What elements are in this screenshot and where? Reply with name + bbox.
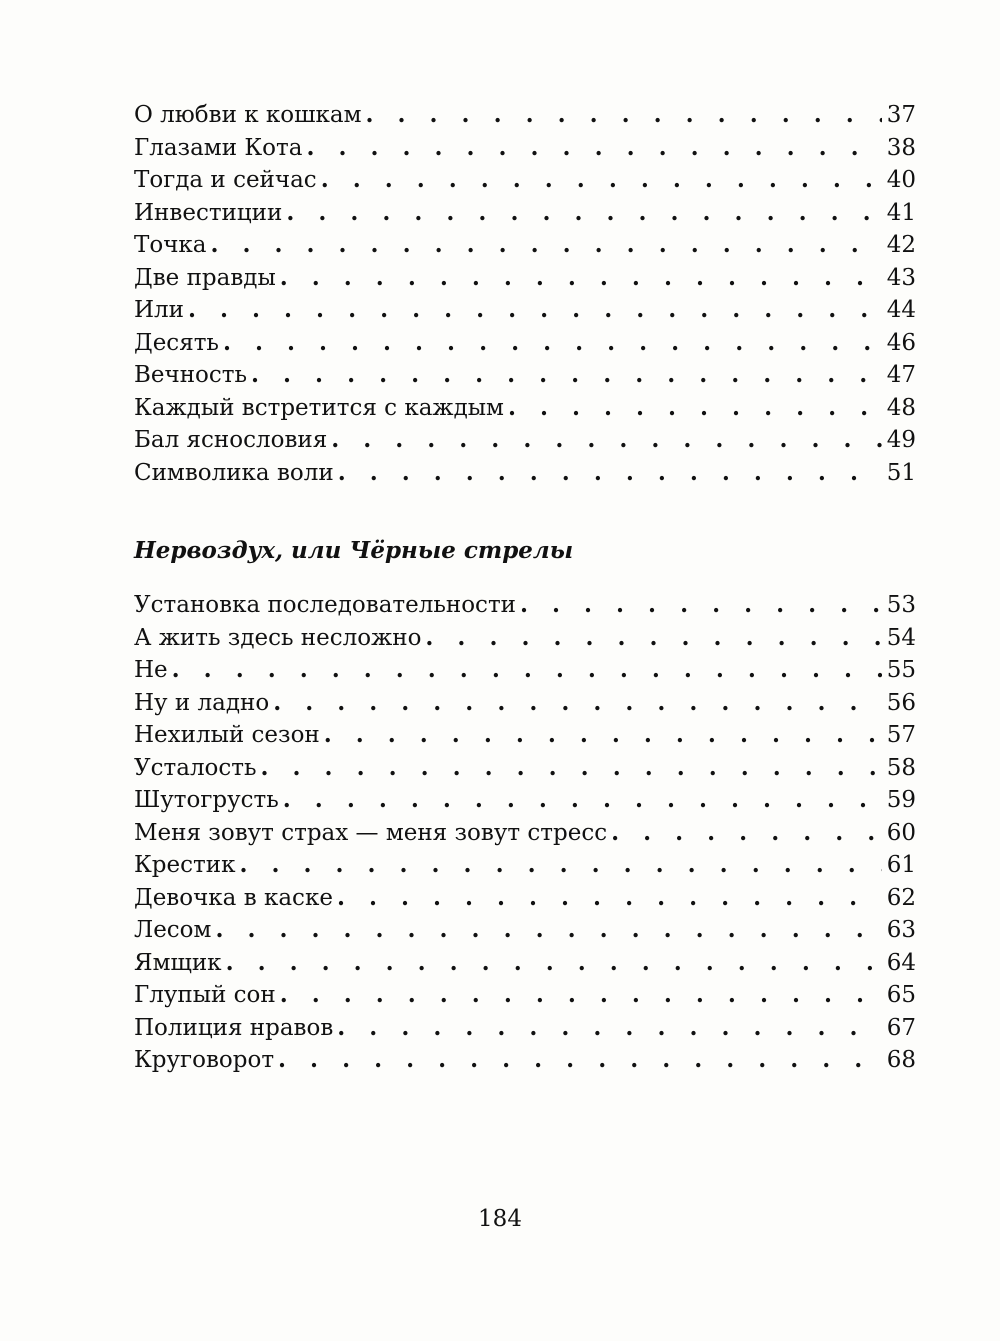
dot-leader [172, 654, 882, 687]
toc-entry-title: О любви к кошкам [134, 102, 362, 128]
dot-leader [210, 229, 882, 262]
toc-entry-title: Две правды [134, 264, 276, 291]
dot-leader [188, 294, 882, 327]
toc-entry-page-number: 40 [886, 167, 916, 193]
toc-entry-title: Символика воли [134, 459, 334, 486]
dot-leader [223, 327, 882, 360]
toc-entry-title: Нехилый сезон [134, 722, 320, 748]
dot-leader [251, 359, 882, 392]
toc-entry-page-number: 38 [886, 134, 916, 161]
toc-entry-title: А жить здесь несложно [134, 624, 422, 651]
dot-leader [331, 424, 882, 457]
toc-entry-page-number: 49 [886, 427, 916, 453]
toc-entry [134, 849, 916, 882]
dot-leader [337, 1012, 882, 1045]
toc-entry-title: Глупый сон [134, 982, 276, 1008]
toc-entry-page-number: 68 [886, 1047, 916, 1073]
toc-entry-title: Шутогрусть [134, 787, 279, 813]
toc-entry [134, 457, 916, 490]
toc-entry-page-number: 44 [886, 297, 916, 323]
toc-entry-title: Бал яснословия [134, 427, 328, 453]
toc-entry-page-number: 48 [886, 394, 916, 421]
toc-entry-page-number: 55 [886, 657, 916, 683]
toc-entry-title: Крестик [134, 852, 236, 878]
toc-entry [134, 687, 916, 720]
dot-leader [278, 1044, 882, 1077]
toc-entry [134, 132, 916, 165]
toc-entry [134, 947, 916, 980]
dot-leader [280, 262, 882, 295]
dot-leader [321, 164, 882, 197]
section-heading: Нервоздух, или Чёрные стрелы [134, 537, 574, 564]
toc-entry-title: Усталость [134, 754, 257, 781]
toc-entry-page-number: 42 [886, 232, 916, 258]
toc-entry-page-number: 51 [886, 459, 916, 486]
dot-leader [611, 817, 882, 850]
toc-entry [134, 622, 916, 655]
dot-leader [261, 752, 882, 785]
toc-entry [134, 914, 916, 947]
toc-entry [134, 1012, 916, 1045]
dot-leader [273, 687, 882, 720]
toc-entry-page-number: 62 [886, 884, 916, 911]
dot-leader [425, 622, 882, 655]
toc-list-part-2 [134, 589, 916, 1077]
toc-entry [134, 882, 916, 915]
toc-entry-title: Или [134, 297, 184, 323]
toc-entry-page-number: 59 [886, 787, 916, 813]
toc-entry-page-number: 64 [886, 949, 916, 976]
toc-entry [134, 229, 916, 262]
toc-entry [134, 262, 916, 295]
dot-leader [508, 392, 882, 425]
toc-entry [134, 327, 916, 360]
toc-entry-page-number: 56 [886, 689, 916, 716]
toc-entry [134, 424, 916, 457]
toc-entry-title: Установка последовательности [134, 592, 516, 618]
dot-leader [283, 784, 882, 817]
toc-entry [134, 589, 916, 622]
toc-entry-page-number: 46 [886, 329, 916, 356]
toc-entry [134, 392, 916, 425]
dot-leader [324, 719, 882, 752]
toc-entry-title: Меня зовут страх — меня зовут стресс [134, 819, 608, 846]
dot-leader [239, 849, 882, 882]
toc-entry-page-number: 60 [886, 819, 916, 846]
page-number: 184 [478, 1206, 522, 1232]
toc-entry-page-number: 61 [886, 852, 916, 878]
dot-leader [337, 882, 882, 915]
toc-entry [134, 294, 916, 327]
toc-entry [134, 99, 916, 132]
toc-entry [134, 1044, 916, 1077]
toc-entry [134, 752, 916, 785]
toc-entry [134, 164, 916, 197]
dot-leader [338, 457, 882, 490]
toc-entry-title: Точка [134, 232, 207, 258]
toc-entry-title: Девочка в каске [134, 884, 333, 911]
toc-entry-title: Лесом [134, 917, 212, 943]
toc-entry-page-number: 65 [886, 982, 916, 1008]
toc-entry [134, 719, 916, 752]
toc-entry [134, 359, 916, 392]
toc-entry-page-number: 41 [886, 199, 916, 226]
dot-leader [215, 914, 882, 947]
toc-entry-title: Инвестиции [134, 199, 283, 226]
toc-entry-title: Десять [134, 329, 219, 356]
toc-entry-page-number: 53 [886, 592, 916, 618]
toc-entry-page-number: 58 [886, 754, 916, 781]
toc-entry-page-number: 54 [886, 624, 916, 651]
toc-entry-title: Глазами Кота [134, 134, 303, 161]
toc-entry-page-number: 57 [886, 722, 916, 748]
toc-entry [134, 817, 916, 850]
toc-entry [134, 784, 916, 817]
toc-entry [134, 197, 916, 230]
toc-entry-page-number: 37 [886, 102, 916, 128]
toc-entry-page-number: 67 [886, 1014, 916, 1041]
dot-leader [306, 132, 882, 165]
toc-entry-title: Круговорот [134, 1047, 275, 1073]
toc-entry-title: Полиция нравов [134, 1014, 334, 1041]
dot-leader [226, 947, 882, 980]
toc-entry-title: Ямщик [134, 949, 222, 976]
toc-entry-title: Ну и ладно [134, 689, 270, 716]
dot-leader [366, 99, 882, 132]
dot-leader [280, 979, 882, 1012]
toc-entry-page-number: 43 [886, 264, 916, 291]
toc-entry-title: Не [134, 657, 168, 683]
toc-entry-page-number: 63 [886, 917, 916, 943]
toc-entry-title: Вечность [134, 362, 248, 388]
toc-entry-page-number: 47 [886, 362, 916, 388]
toc-list-part-1 [134, 99, 916, 489]
toc-entry [134, 654, 916, 687]
toc-entry-title: Каждый встретится с каждым [134, 394, 504, 421]
dot-leader [286, 197, 882, 230]
toc-entry-title: Тогда и сейчас [134, 167, 317, 193]
dot-leader [520, 589, 882, 622]
toc-entry [134, 979, 916, 1012]
